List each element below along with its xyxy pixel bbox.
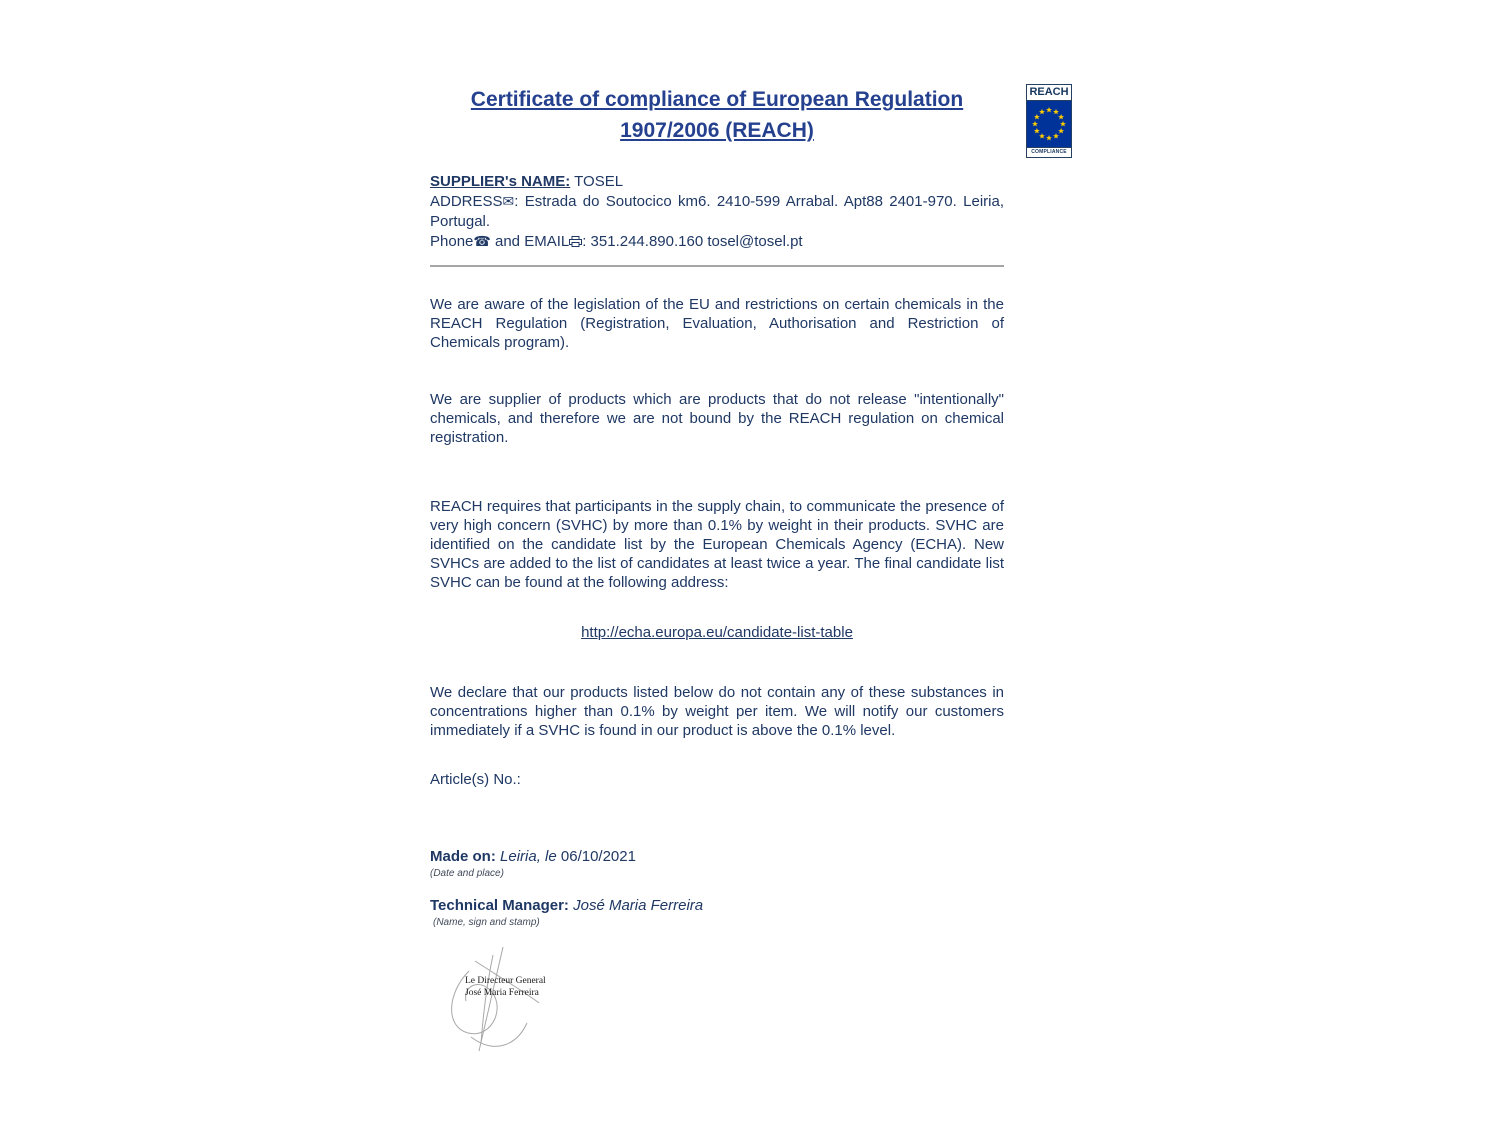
phone-icon: ☎ — [473, 234, 491, 250]
email-label: and EMAIL — [490, 233, 570, 250]
signature-block — [435, 943, 605, 1058]
technical-manager-line — [430, 896, 1004, 916]
date-place-note: (Date and place) — [430, 868, 504, 879]
candidate-list-link[interactable]: http://echa.europa.eu/candidate-list-table — [581, 624, 853, 641]
made-on-line — [430, 847, 1004, 867]
reach-logo-compliance-label: COMPLIANCE — [1027, 147, 1071, 157]
supplier-name-value: TOSEL — [570, 173, 624, 190]
article-number-label: Article(s) No.: — [430, 771, 521, 788]
page-title-line2: 1907/2006 (REACH) — [620, 119, 814, 142]
supplier-name-label: SUPPLIER's NAME: — [430, 173, 571, 190]
page-title — [430, 84, 1004, 146]
signature-scribble — [435, 943, 605, 1058]
eu-flag-icon — [1027, 101, 1071, 147]
phone-label: Phone — [430, 233, 474, 250]
address-label: ADDRESS — [430, 193, 503, 210]
section-divider — [430, 265, 1004, 267]
address-value: : Estrada do Soutocico km6. 2410-599 Arrabal. Apt88 2401-970. Leiria, Portugal. — [430, 193, 1004, 230]
made-on-place: Leiria, le — [495, 848, 557, 865]
reach-compliance-logo — [1026, 84, 1072, 158]
stamp-line2: José Maria Ferreira — [465, 988, 539, 998]
made-on-date: 06/10/2021 — [556, 848, 636, 865]
technical-manager-name: José Maria Ferreira — [568, 897, 704, 914]
candidate-list-link-line — [430, 624, 1004, 641]
supplier-contact-line — [430, 232, 1004, 252]
envelope-icon: ✉ — [502, 194, 515, 210]
supplier-address-line — [430, 192, 1004, 232]
page-title-line1: Certificate of compliance of European Regulation — [470, 88, 964, 111]
paragraph-declaration: We declare that our products listed below do not contain any of these substances in concentrations higher than 0.1% by weight per item. We will notify our customers immediately if a SVHC is found in our product is above the 0.1% level. — [430, 684, 1004, 739]
made-on-label: Made on: — [430, 848, 496, 865]
contact-value: : 351.244.890.160 tosel@tosel.pt — [582, 233, 803, 250]
fax-icon — [569, 236, 582, 247]
paragraph-reach-requirements: REACH requires that participants in the supply chain, to communicate the presence of very high concern (SVHC) by more than 0.1% by weight in their products. SVHC are identified on the candidate list by the European Chemicals Agency (ECHA). New SVHCs are added to the list of candidates at least twice a year. The final candidate list SVHC can be found at the following address: — [430, 498, 1004, 591]
document-content — [430, 84, 1004, 1058]
paragraph-awareness: We are aware of the legislation of the EU and restrictions on certain chemicals in the REACH Regulation (Registration, Evaluation, Authorisation and Restriction of Chemicals program). — [430, 296, 1004, 351]
supplier-name-line — [430, 172, 1004, 192]
supplier-block — [430, 172, 1004, 252]
stamp-text — [465, 975, 546, 999]
reach-logo-label: REACH — [1027, 85, 1071, 101]
paragraph-supplier-statement: We are supplier of products which are products that do not release "intentionally" chemicals, and therefore we are not bound by the REACH regulation on chemical registration. — [430, 391, 1004, 446]
technical-manager-label: Technical Manager: — [430, 897, 569, 914]
stamp-line1: Le Directeur General — [465, 976, 546, 986]
name-sign-note: (Name, sign and stamp) — [433, 917, 540, 928]
